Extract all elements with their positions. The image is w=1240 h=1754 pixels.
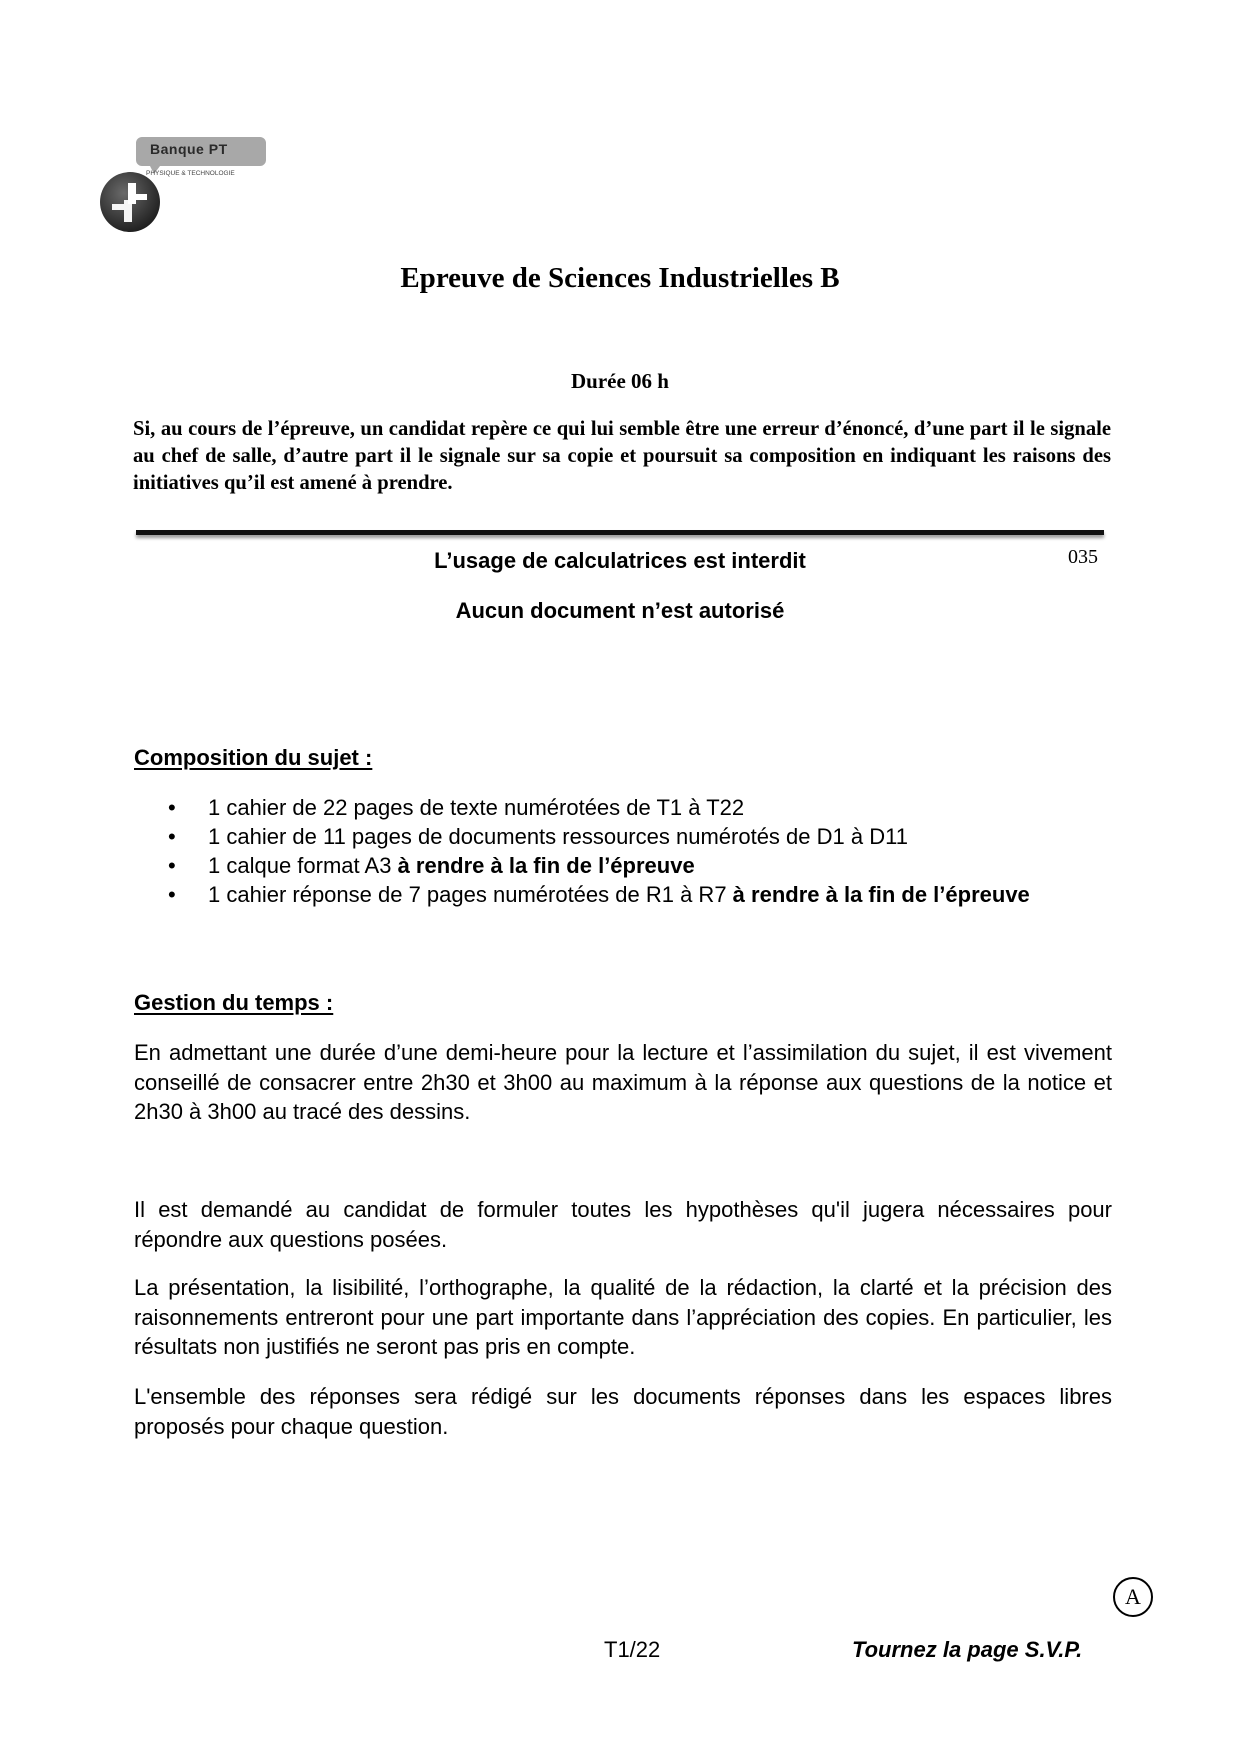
exam-duration: Durée 06 h — [571, 369, 669, 393]
horizontal-divider — [136, 530, 1104, 535]
composition-list — [168, 793, 1068, 909]
time-management-paragraph: En admettant une durée d’une demi-heure pour la lecture et l’assimilation du sujet, il est vivement conseillé de consacrer entre 2h30 et 3h00 au maximum à la réponse aux questions de la notice et 2h30 à 3h00 au tracé des dessins. — [134, 1040, 1112, 1124]
hypotheses-paragraph: Il est demandé au candidat de formuler toutes les hypothèses qu'il jugera nécessaires pour répondre aux questions posées. — [134, 1197, 1112, 1252]
exam-code: 035 — [1068, 546, 1098, 568]
list-item: • 1 calque format A3 à rendre à la fin de l’épreuve — [168, 851, 1068, 880]
document-rule: Aucun document n’est autorisé — [455, 598, 785, 623]
calculator-rule: L’usage de calculatrices est interdit — [434, 548, 806, 573]
list-item: • 1 cahier de 11 pages de documents ressources numérotés de D1 à D11 — [168, 822, 1068, 851]
presentation-paragraph: La présentation, la lisibilité, l’orthographe, la qualité de la rédaction, la clarté et la précision des raisonnements entreront pour une part importante dans l’appréciation des copies. En particulier, les résultats non justifiés ne seront pas pris en compte. — [134, 1275, 1112, 1359]
logo-brand: Banque PT — [150, 141, 228, 157]
banque-pt-logo — [98, 136, 270, 236]
answers-paragraph: L'ensemble des réponses sera rédigé sur les documents réponses dans les espaces libres proposés pour chaque question. — [134, 1384, 1112, 1439]
turn-page-note: Tournez la page S.V.P. — [852, 1637, 1083, 1662]
logo-tagline: PHYSIQUE & TECHNOLOGIE — [146, 170, 235, 177]
page-number: T1/22 — [604, 1637, 661, 1662]
composition-heading: Composition du sujet : — [134, 745, 373, 770]
list-item: • 1 cahier réponse de 7 pages numérotées de R1 à R7 à rendre à la fin de l’épreuve — [168, 880, 1068, 909]
time-management-heading: Gestion du temps : — [134, 990, 334, 1015]
exam-title: Epreuve de Sciences Industrielles B — [400, 262, 840, 294]
list-item: • 1 cahier de 22 pages de texte numérotées de T1 à T22 — [168, 793, 1068, 822]
error-notice: Si, au cours de l’épreuve, un candidat repère ce qui lui semble être une erreur d’énoncé, d’une part il le signale au chef de salle, d’autre part il le signale sur sa copie et poursuit sa composition en indiquant les raisons des initiatives qu’il est amené à prendre. — [133, 418, 1111, 494]
series-mark: A — [1113, 1577, 1153, 1617]
